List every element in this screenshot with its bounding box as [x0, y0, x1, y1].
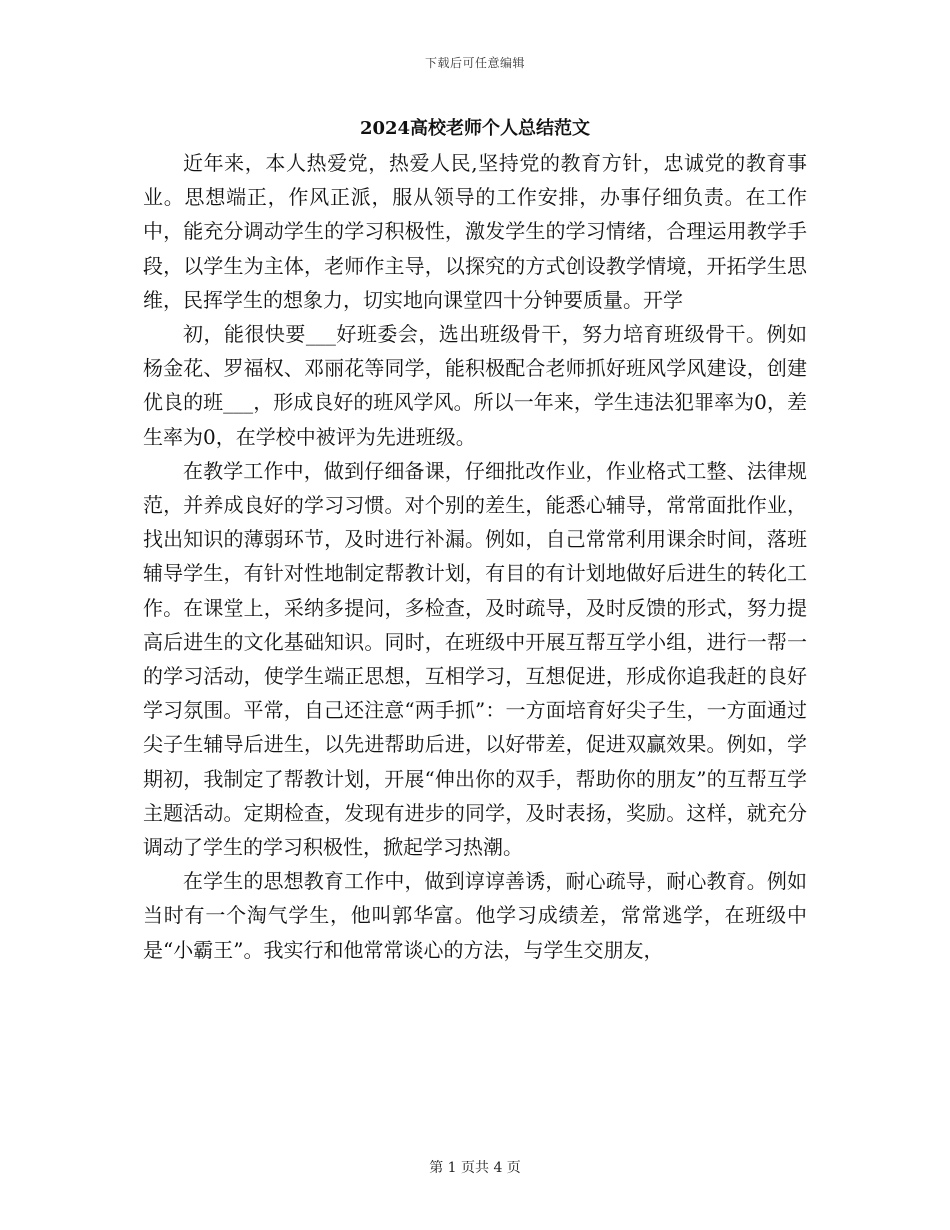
paragraph: 近年来，本人热爱党，热爱人民,坚持党的教育方针，忠诚党的教育事业。思想端正，作风正派，服从领导的工作安排，办事仔细负责。在工作中，能充分调动学生的学习积极性，激发学生的学习情绪，合理运用教学手段，以学生为主体，老师作主导，以探究的方式创设教学情境，开拓学生思维，民挥学生的想象力，切实地向课堂四十分钟要质量。开学: [143, 151, 807, 312]
document-title: 2024高校老师个人总结范文: [359, 118, 591, 139]
paragraph: 在学生的思想教育工作中，做到谆谆善诱，耐心疏导，耐心教育。例如当时有一个淘气学生，他叫郭华富。他学习成绩差，常常逃学，在班级中是“小霸王”。我实行和他常常谈心的方法，与学生交朋友，: [143, 869, 807, 962]
paragraph: 初，能很快要___好班委会，选出班级骨干，努力培育班级骨干。例如杨金花、罗福权、邓丽花等同学，能积极配合老师抓好班风学风建设，创建优良的班___，形成良好的班风学风。所以一年来，学生违法犯罪率为0，差生率为0，在学校中被评为先进班级。: [143, 322, 807, 449]
header-note: 下载后可任意编辑: [424, 56, 525, 70]
paragraph: 在教学工作中，做到仔细备课，仔细批改作业，作业格式工整、法律规范，并养成良好的学习习惯。对个别的差生，能悉心辅导，常常面批作业，找出知识的薄弱环节，及时进行补漏。例如，自己常常利用课余时间，落班辅导学生，有针对性地制定帮教计划，有目的有计划地做好后进生的转化工作。在课堂上，采纳多提问，多检查，及时疏导，及时反馈的形式，努力提高后进生的文化基础知识。同时，在班级中开展互帮互学小组，进行一帮一的学习活动，使学生端正思想，互相学习，互想促进，形成你追我赶的良好学习氛围。平常，自己还注意“两手抓”：一方面培育好尖子生，一方面通过尖子生辅导后进生，以先进帮助后进，以好带差，促进双赢效果。例如，学期初，我制定了帮教计划，开展“伸出你的双手，帮助你的朋友”的互帮互学主题活动。定期检查，发现有进步的同学，及时表扬，奖励。这样，就充分调动了学生的学习积极性，掀起学习热潮。: [143, 458, 807, 860]
document-body: [143, 146, 807, 967]
page-number: 第 1 页共 4 页: [429, 1160, 521, 1176]
